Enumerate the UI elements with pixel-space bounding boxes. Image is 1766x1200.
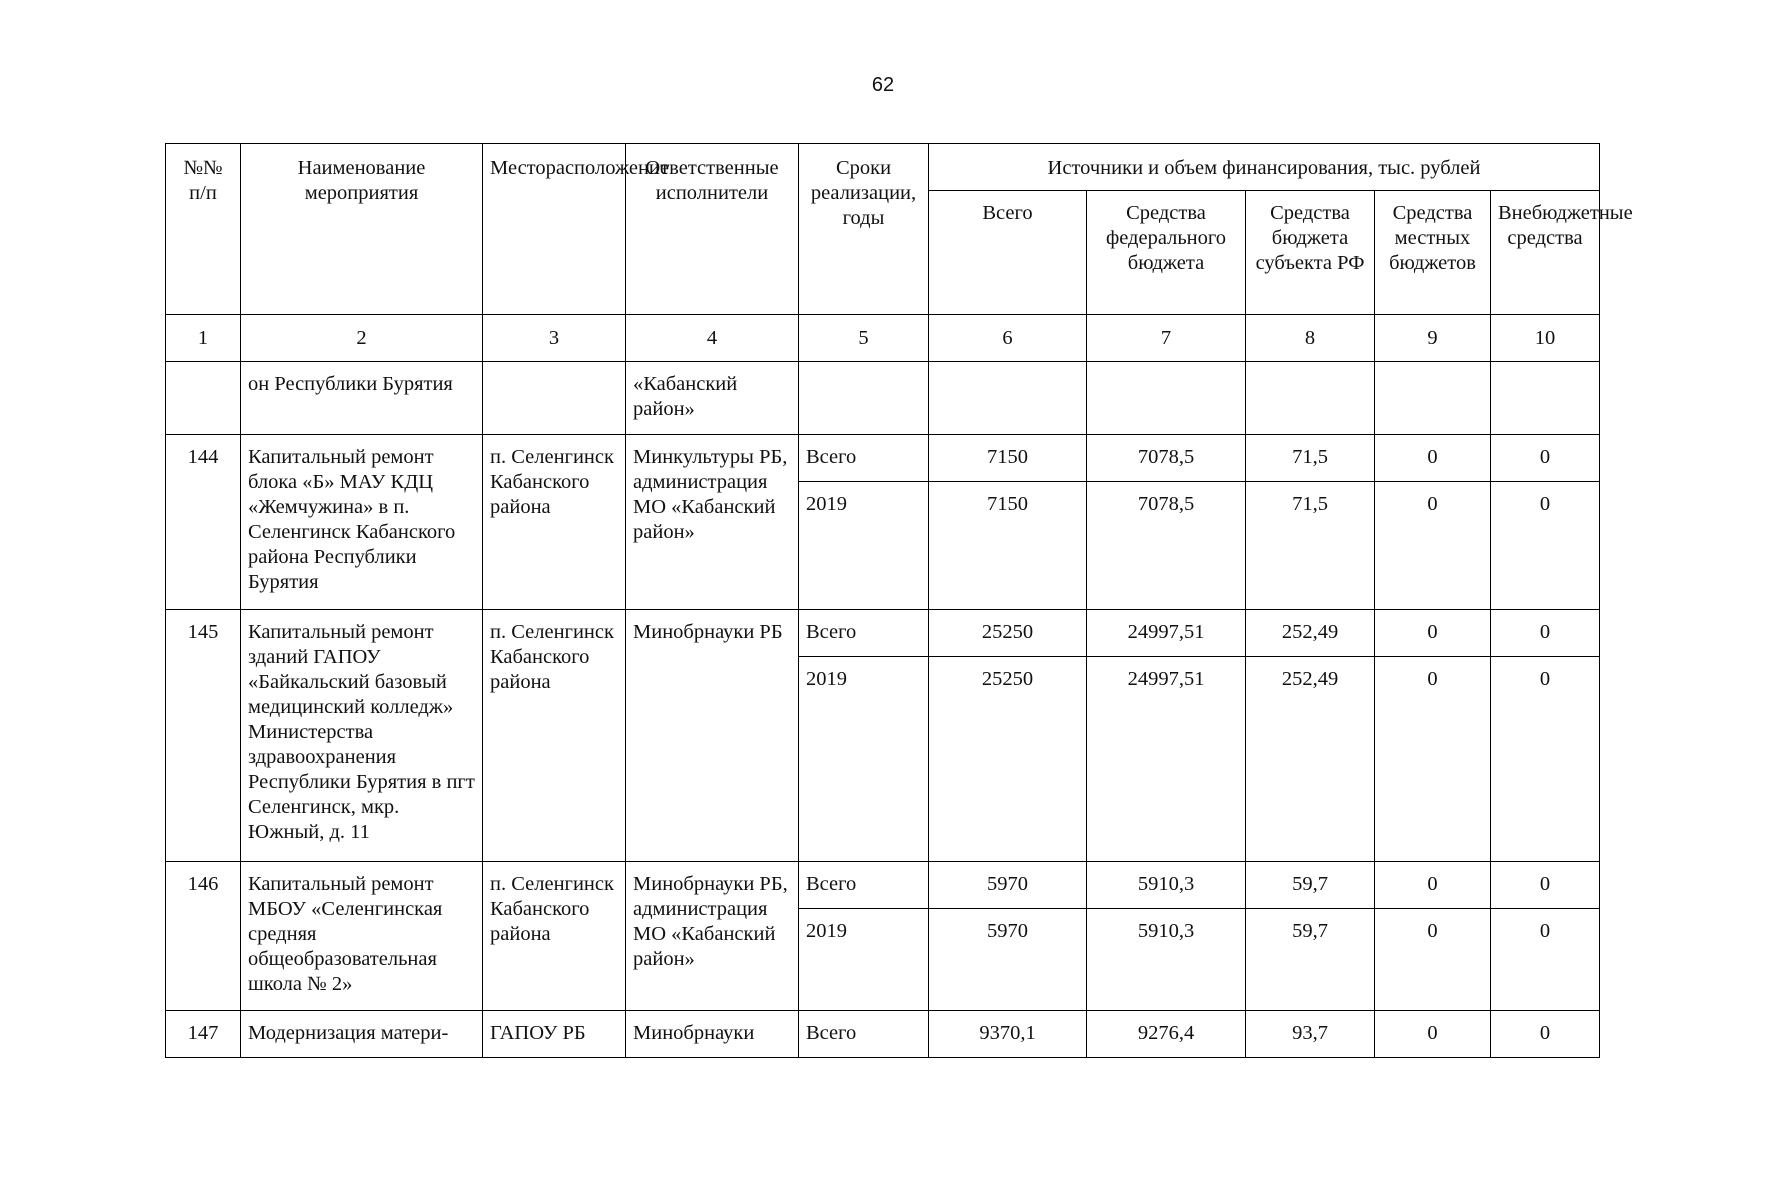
header-federal: Средства федерального бюджета	[1087, 191, 1246, 315]
page-number: 62	[871, 74, 895, 96]
header-extrabudget: Внебюджетные средства	[1491, 191, 1600, 315]
row-total: 5970	[929, 862, 1087, 909]
row-total: 7150	[929, 482, 1087, 610]
row-location: п. Селенгинск Кабанского района	[483, 435, 626, 610]
column-number: 10	[1491, 315, 1600, 362]
row-number: 145	[166, 610, 241, 862]
row-number: 147	[166, 1011, 241, 1058]
header-local: Средства местных бюджетов	[1375, 191, 1491, 315]
row-extrabudget: 0	[1491, 909, 1600, 1011]
row-federal: 5910,3	[1087, 862, 1246, 909]
continuation-row	[166, 362, 1600, 435]
row-federal: 9276,4	[1087, 1011, 1246, 1058]
column-number: 7	[1087, 315, 1246, 362]
row-period: 2019	[799, 657, 929, 862]
column-number: 4	[626, 315, 799, 362]
header-row	[166, 144, 1600, 191]
row-extrabudget: 0	[1491, 435, 1600, 482]
row-responsible: Минкультуры РБ, администрация МО «Кабанский район»	[626, 435, 799, 610]
row-total: 7150	[929, 435, 1087, 482]
header-regional: Средства бюджета субъекта РФ	[1246, 191, 1375, 315]
row-name: Капитальный ремонт блока «Б» МАУ КДЦ «Жемчужина» в п. Селенгинск Кабанского района Республики Бурятия	[241, 435, 483, 610]
row-federal: 7078,5	[1087, 435, 1246, 482]
table-row	[166, 862, 1600, 909]
continuation-responsible: «Кабанский район»	[626, 362, 799, 435]
row-name: Капитальный ремонт зданий ГАПОУ «Байкальский базовый медицинский колледж» Министерства здравоохранения Республики Бурятия в пгт Селенгинск, мкр. Южный, д. 11	[241, 610, 483, 862]
row-regional: 59,7	[1246, 909, 1375, 1011]
row-local: 0	[1375, 435, 1491, 482]
column-number: 1	[166, 315, 241, 362]
header-location: Месторасположение	[483, 144, 626, 315]
column-number: 3	[483, 315, 626, 362]
row-federal: 24997,51	[1087, 610, 1246, 657]
header-number: №№ п/п	[166, 144, 241, 315]
header-period: Сроки реализации, годы	[799, 144, 929, 315]
row-regional: 93,7	[1246, 1011, 1375, 1058]
row-responsible: Минобрнауки	[626, 1011, 799, 1058]
header-name: Наименование мероприятия	[241, 144, 483, 315]
row-extrabudget: 0	[1491, 482, 1600, 610]
row-period: Всего	[799, 435, 929, 482]
header-responsible: Ответственные исполнители	[626, 144, 799, 315]
row-extrabudget: 0	[1491, 610, 1600, 657]
row-total: 5970	[929, 909, 1087, 1011]
row-location: п. Селенгинск Кабанского района	[483, 610, 626, 862]
column-number: 6	[929, 315, 1087, 362]
row-period: Всего	[799, 1011, 929, 1058]
row-total: 9370,1	[929, 1011, 1087, 1058]
row-number: 144	[166, 435, 241, 610]
row-period: 2019	[799, 482, 929, 610]
row-regional: 59,7	[1246, 862, 1375, 909]
row-regional: 71,5	[1246, 482, 1375, 610]
row-name: Капитальный ремонт МБОУ «Селенгинская средняя общеобразовательная школа № 2»	[241, 862, 483, 1011]
row-responsible: Минобрнауки РБ, администрация МО «Кабанский район»	[626, 862, 799, 1011]
row-local: 0	[1375, 482, 1491, 610]
row-local: 0	[1375, 862, 1491, 909]
row-local: 0	[1375, 1011, 1491, 1058]
table-row	[166, 435, 1600, 482]
continuation-name: он Республики Бурятия	[241, 362, 483, 435]
row-federal: 24997,51	[1087, 657, 1246, 862]
row-local: 0	[1375, 610, 1491, 657]
row-regional: 71,5	[1246, 435, 1375, 482]
row-location: п. Селенгинск Кабанского района	[483, 862, 626, 1011]
table-row	[166, 610, 1600, 657]
row-period: 2019	[799, 909, 929, 1011]
row-local: 0	[1375, 657, 1491, 862]
financing-table	[165, 143, 1633, 1058]
header-funding-group: Источники и объем финансирования, тыс. рублей	[929, 144, 1600, 191]
column-number: 9	[1375, 315, 1491, 362]
row-location: ГАПОУ РБ	[483, 1011, 626, 1058]
row-federal: 7078,5	[1087, 482, 1246, 610]
table-row	[166, 1011, 1600, 1058]
header-total: Всего	[929, 191, 1087, 315]
row-federal: 5910,3	[1087, 909, 1246, 1011]
column-number: 2	[241, 315, 483, 362]
column-number: 5	[799, 315, 929, 362]
row-extrabudget: 0	[1491, 657, 1600, 862]
row-period: Всего	[799, 610, 929, 657]
row-local: 0	[1375, 909, 1491, 1011]
row-total: 25250	[929, 610, 1087, 657]
row-extrabudget: 0	[1491, 1011, 1600, 1058]
column-number-row	[166, 315, 1600, 362]
row-regional: 252,49	[1246, 610, 1375, 657]
row-number: 146	[166, 862, 241, 1011]
row-name: Модернизация матери-	[241, 1011, 483, 1058]
row-responsible: Минобрнауки РБ	[626, 610, 799, 862]
column-number: 8	[1246, 315, 1375, 362]
row-regional: 252,49	[1246, 657, 1375, 862]
row-total: 25250	[929, 657, 1087, 862]
row-extrabudget: 0	[1491, 862, 1600, 909]
row-period: Всего	[799, 862, 929, 909]
